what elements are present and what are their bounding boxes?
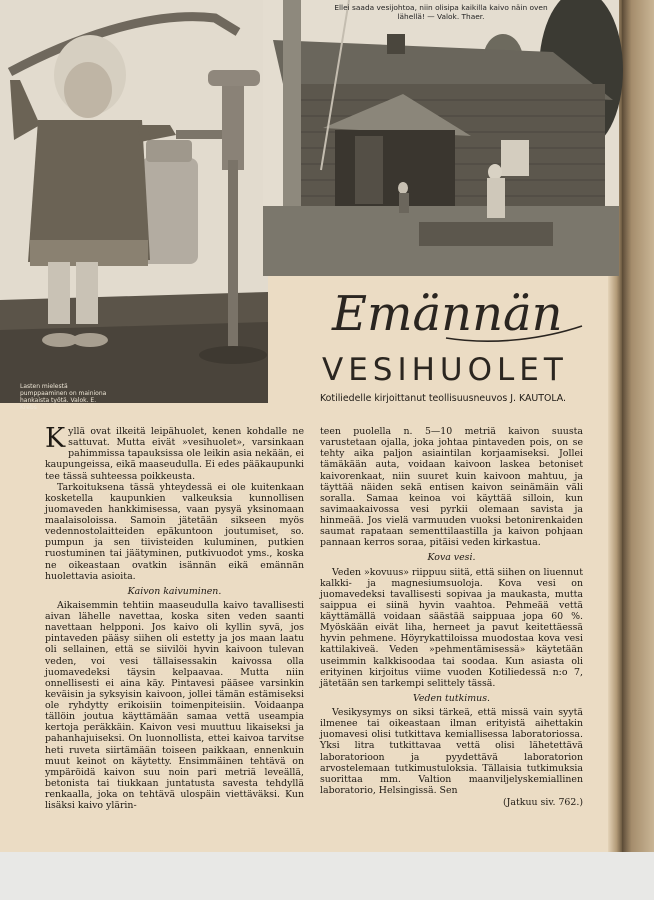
emannan-script-title (326, 282, 586, 348)
girl-photo-caption: Lasten mielestä pumppaaminen on mainiona hankaista työtä. Valok. E. Krebs (20, 383, 107, 411)
farmhouse-photo-caption: Ellei saada vesijohtoa, niin olisipa kaikilla kaivo näin oven lähellä! — Valok. Thaer. (334, 3, 548, 21)
facing-page-edge (622, 0, 654, 852)
scanner-background (0, 852, 654, 900)
continued-on-page-note: (Jatkuu siv. 762.) (503, 797, 583, 808)
article-title: VESIHUOLET (322, 352, 568, 388)
subheading-kova-vesi: Kova vesi. (427, 552, 476, 564)
subheading-kaivon-kaivuminen: Kaivon kaivuminen. (127, 585, 222, 597)
script-title-text: Emännän (332, 286, 563, 342)
paragraph-well-digging: Aikaisemmin tehtiin maaseudulla kaivo tavallisesti aivan lähelle navettaa, koska siten veden saanti navettaan helpponi. Jos kaivo oli kyllin syvä, jos pintaveden pääsy siihen oli estetty ja jos maan laatu oli sellainen, että se siivilöi hyvin kaivoon tulevan veden, voi vesi tällaisessakin kaivossa olla juomavedeksi täysin kelpaavaa. Mutta niin onnellisesti ei aina käy. Pintavesi pääsee varsinkin keväisin ja syksyisin kaivoon, jollei tämän estämiseksi ole ryhdytty erikoisiin toimenpiteisiin. Voidaanpa tällöin joutua käyttämään samaa vettä useampia kertoja peräkkäin. Kaivon vesi muuttuu likaiseksi ja pahanhajuiseksi. On luonnollista, ettei kaivoa tarvitse heti ruveta siirtämään toiseen paikkaan, ennenkuin muut keinot on käytetty. Ensimmäinen tehtävä on ympäröidä kaivon suu noin pari metriä leveällä, betonista tai tiukkaan juntatusta savesta tehdyllä renkaalla, joka on tehtävä ulospäin viettäväksi. Kun lisäksi kaivo ylärin- (45, 599, 304, 812)
paragraph-water-testing: Vesikysymys on siksi tärkeä, että missä vain syytä ilmenee tai oikeastaan ilman erityistä aihettakin juomavesi olisi tutkittava kemiallisessa laboratoriossa. Yksi litra tutkittavaa vettä olisi lähetettävä laboratorioon ja pyydettävä laboratorion arvostelemaan tutkimustuloksia. Tällaisia tutkimuksia suorittaa mm. Valtion maanviljelyskemiallinen laboratorio, Helsingissä. Sen (320, 707, 583, 796)
paragraph-well-continued: teen puolella n. 5—10 metriä kaivon suusta varustetaan ojalla, joka johtaa pintaveden pois, on se tehty aika paljon asiaintilan korjaamiseksi. Jollei tämäkään auta, voidaan kaivoon laskea betoniset kaivorenkaat, niin suuret kuin kaivoon mahtuu, ja täyttää näiden sekä entisen kaivon seinämäin väli soralla. Samaa keinoa voi käyttää silloin, kun savimaakaivossa vesi pyrkii olemaan savista ja hinmeää. Jos vielä varmuuden vuoksi betonirenkaiden saumat rapataan sementtilaastilla ja kaivon pohjaan pannaan kerros soraa, pitäisi veden kirkastua. (320, 426, 583, 549)
girl-pump-photo (0, 0, 268, 411)
paragraph-scope: Tarkoituksena tässä yhteydessä ei ole kuitenkaan kosketella kaupunkien valkeuksia kunnollisen juomaveden hankkimisessa, vaan pysyä yksinomaan maalaisoloissa. Samoin jätetään sikseen myös vedennostolaitteiden epäkuntoon joutumiset, so. pumpun ja sen tiivisteiden kuluminen, putkien ruostuminen tai jäätyminen, putkivuodot yms., koska ne oikeastaan ovatkin isännän eikä emännän huolettavia asioita. (45, 481, 304, 582)
paragraph-intro: Kyllä ovat ilkeitä leipähuolet, kenen kohdalle ne sattuvat. Mutta eivät »vesihuolet», varsinkaan pahimmissa tapauksissa ole leikin asia nekään, ei kaupungeissa, eikä maaseudulla. Ei edes pääkaupunki tee tässä suhteessa poikkeusta. (45, 423, 304, 482)
article-left-column (45, 423, 304, 812)
article-byline: Kotiliedelle kirjoittanut teollisuusneuvos J. KAUTOLA. (320, 393, 567, 404)
article-right-column (320, 426, 583, 808)
title-script-word (326, 282, 586, 348)
paragraph-hard-water: Veden »kovuus» riippuu siitä, että siihen on liuennut kalkki- ja magnesiumsuoloja. Kova vesi on juomavedeksi tavallisesti sopivaa ja maukasta, mutta saippua ei siinä hyvin vaahtoa. Pehmeää vettä käyttämällä voidaan säästää saippuaa jopa 60 %. Myöskään eivät liha, herneet ja pavut keitettäessä hyvin pehmene. Höyrykattiloissa muodostaa kova vesi kattilakiveä. Veden »pehmentämisessä» käytetään useimmin kalkkisoodaa tai soodaa. Kun asiasta oli erityinen kirjoitus viime vuoden Kotiliedessä n:o 7, jätetään sen tarkempi selittely tässä. (320, 566, 583, 689)
subheading-veden-tutkimus: Veden tutkimus. (413, 692, 490, 704)
farmhouse-photo (263, 0, 619, 276)
